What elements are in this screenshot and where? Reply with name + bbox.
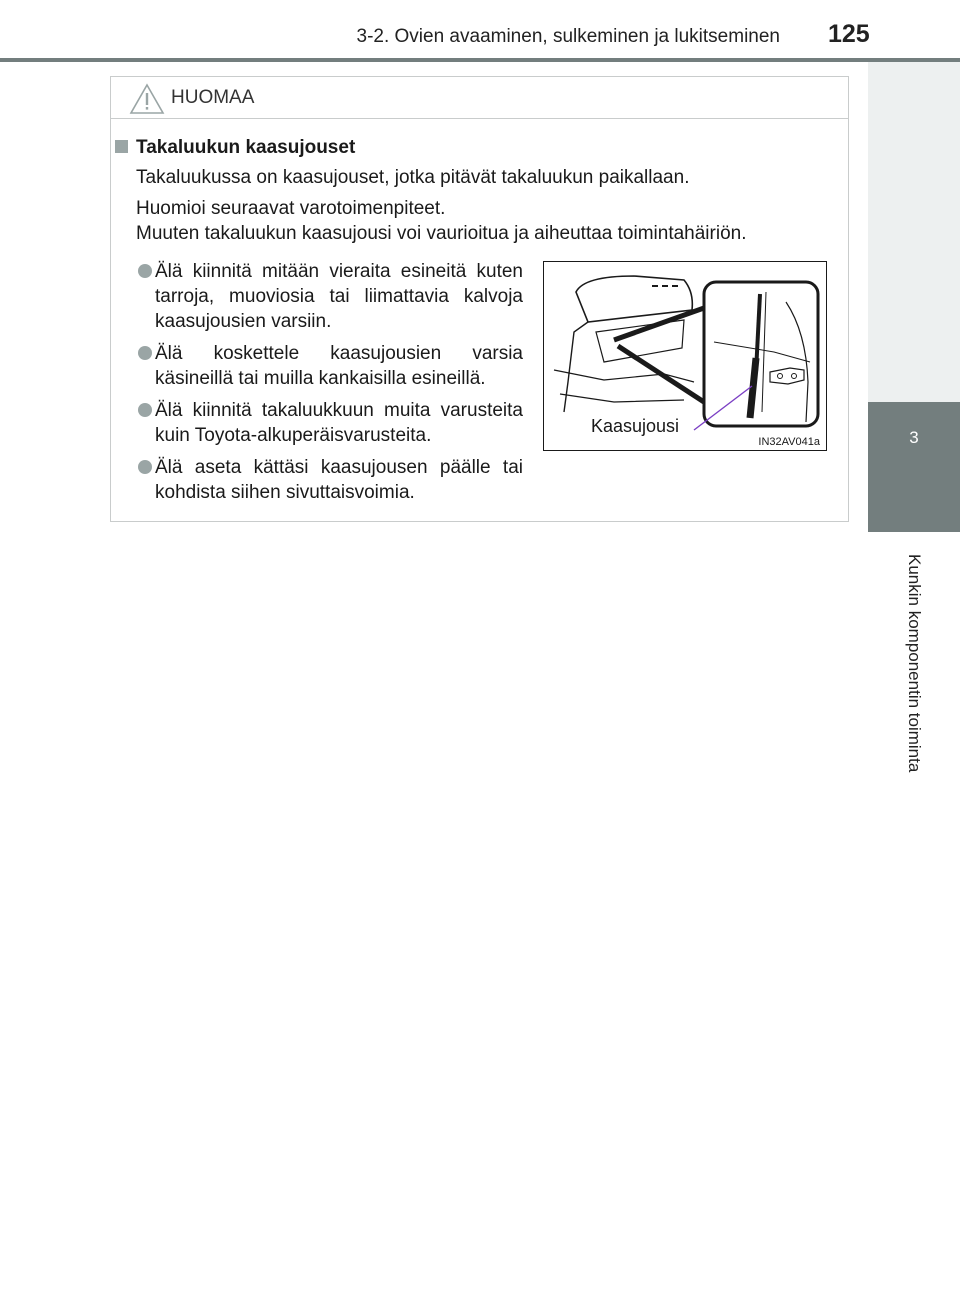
page-number: 125 [828,20,870,48]
side-tab-top-block [868,62,960,402]
bullet-dot-icon [138,264,152,278]
notice-title-text: Takaluukun kaasujouset [136,137,356,158]
list-item [127,341,523,391]
chapter-side-tab [868,62,960,1308]
figure-code: IN32AV041a [758,436,820,448]
chapter-number: 3 [909,428,919,447]
header-rule [0,58,960,62]
notice-label: HUOMAA [171,87,255,108]
list-item-text: Älä kiinnitä takaluukkuun muita varusteita kuin Toyota-alkuperäisvarusteita. [155,400,523,446]
list-item-text: Älä koskettele kaasujousien varsia käsineillä tai muilla kankaisilla esineillä. [155,343,523,389]
notice-header [111,77,848,119]
bullet-dot-icon [138,460,152,474]
list-item-text: Älä kiinnitä mitään vieraita esineitä kuten tarroja, muoviosia tai liimattavia kalvoja kaasujousien varsiin. [155,261,523,332]
notice-paragraph: Muuten takaluukun kaasujousi voi vaurioitua ja aiheuttaa toimintahäiriön. [136,223,747,244]
notice-section-title [115,137,355,159]
section-title-header: 3-2. Ovien avaaminen, sulkeminen ja lukitseminen [356,26,780,47]
list-item [127,259,523,334]
tailgate-gas-strut-drawing [544,262,826,450]
list-item [127,455,523,505]
chapter-name: Kunkin komponentin toiminta [905,554,924,773]
warning-triangle-icon [129,83,165,115]
gas-strut-callout-label: Kaasujousi [591,416,680,436]
notice-box [110,76,849,522]
notice-paragraph: Takaluukussa on kaasujouset, jotka pitävät takaluukun paikallaan. [136,167,690,188]
precaution-list [127,259,523,512]
square-bullet-icon [115,140,128,153]
chapter-number-block [868,402,960,532]
bullet-dot-icon [138,403,152,417]
bullet-dot-icon [138,346,152,360]
list-item [127,398,523,448]
notice-paragraph: Huomioi seuraavat varotoimenpiteet. [136,198,446,219]
list-item-text: Älä aseta kättäsi kaasujousen päälle tai kohdista siihen sivuttaisvoimia. [155,457,523,503]
gas-strut-illustration [543,261,827,451]
